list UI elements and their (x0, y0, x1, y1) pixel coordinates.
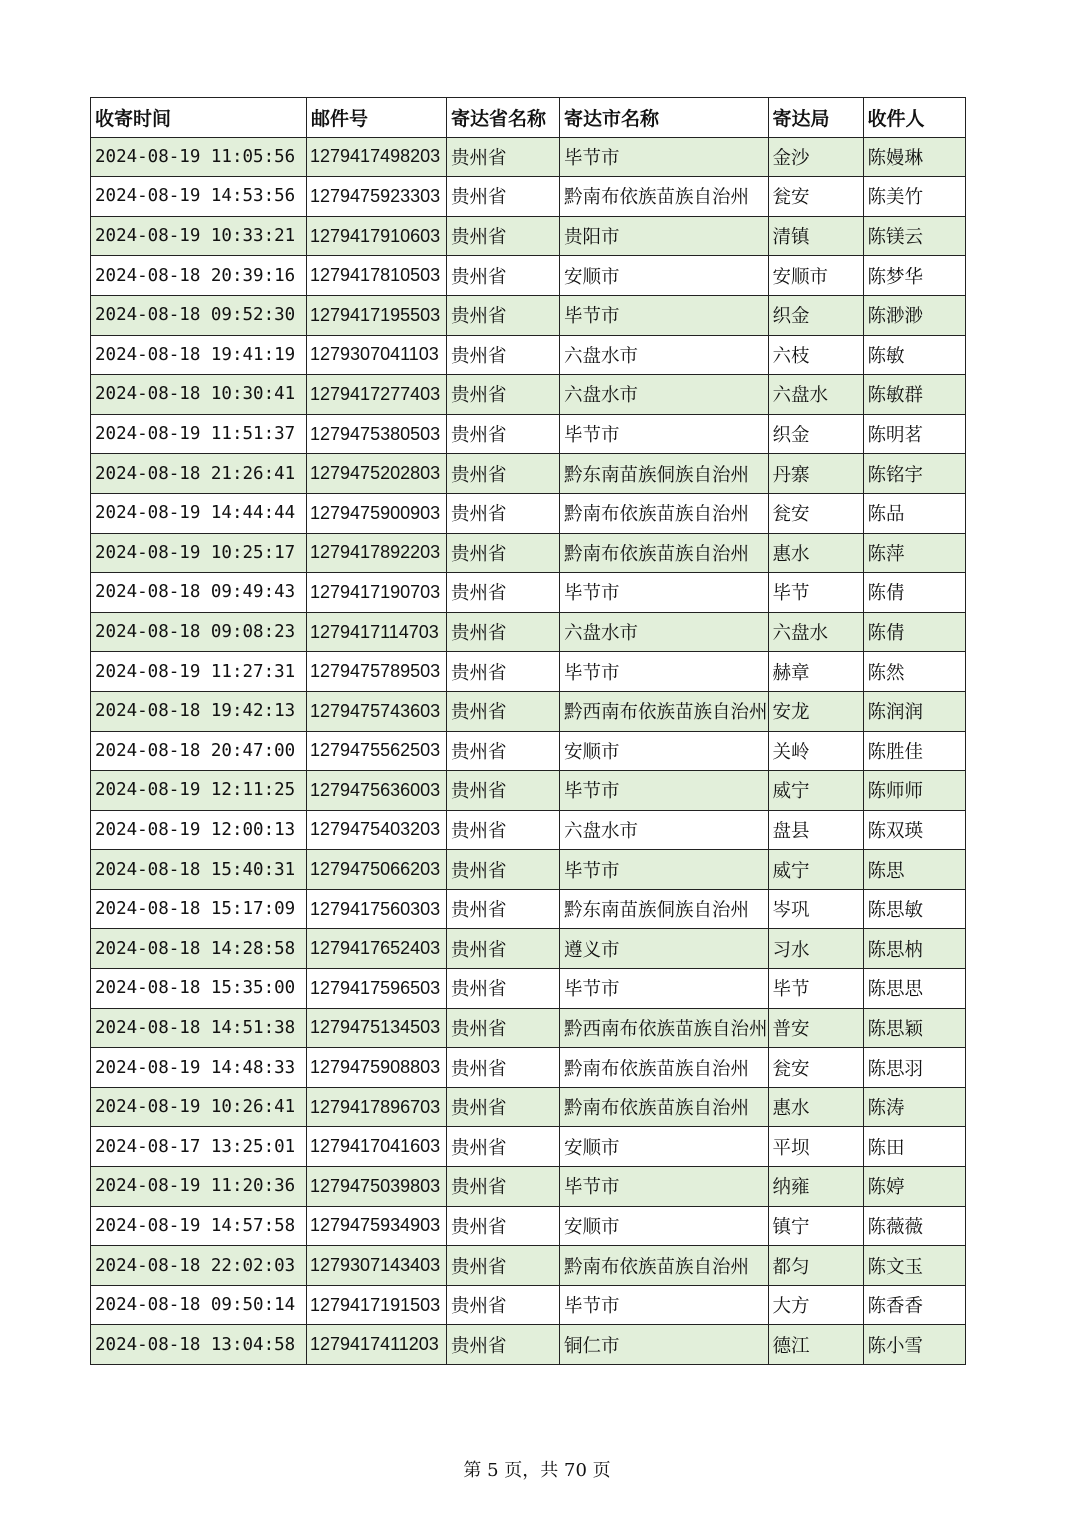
city-cell: 黔东南苗族侗族自治州 (560, 454, 769, 494)
post-office-cell: 金沙 (768, 137, 863, 177)
post-office-cell: 安龙 (768, 691, 863, 731)
table-row (91, 889, 966, 929)
header-send-time: 收寄时间 (91, 98, 307, 138)
province-cell: 贵州省 (447, 771, 560, 811)
send-time-cell: 2024-08-17 13:25:01 (91, 1127, 307, 1167)
post-office-cell: 平坝 (768, 1127, 863, 1167)
table-row (91, 771, 966, 811)
mail-number-cell: 1279475403203 (307, 810, 447, 850)
send-time-cell: 2024-08-19 10:25:17 (91, 533, 307, 573)
province-cell: 贵州省 (447, 414, 560, 454)
table-row (91, 1127, 966, 1167)
post-office-cell: 赫章 (768, 652, 863, 692)
table-row (91, 1087, 966, 1127)
send-time-cell: 2024-08-18 09:50:14 (91, 1285, 307, 1325)
page-footer: 第 5 页，共 70 页 (463, 1460, 611, 1481)
province-cell: 贵州省 (447, 1285, 560, 1325)
send-time-cell: 2024-08-18 09:52:30 (91, 295, 307, 335)
post-office-cell: 惠水 (768, 533, 863, 573)
province-cell: 贵州省 (447, 1325, 560, 1365)
send-time-cell: 2024-08-19 11:20:36 (91, 1167, 307, 1207)
send-time-cell: 2024-08-18 20:47:00 (91, 731, 307, 771)
recipient-cell: 陈思敏 (863, 889, 965, 929)
mail-number-cell: 1279475202803 (307, 454, 447, 494)
post-office-cell: 六枝 (768, 335, 863, 375)
province-cell: 贵州省 (447, 1008, 560, 1048)
post-office-cell: 瓮安 (768, 177, 863, 217)
post-office-cell: 威宁 (768, 771, 863, 811)
send-time-cell: 2024-08-18 22:02:03 (91, 1246, 307, 1286)
send-time-cell: 2024-08-18 20:39:16 (91, 256, 307, 296)
province-cell: 贵州省 (447, 810, 560, 850)
province-cell: 贵州省 (447, 612, 560, 652)
post-office-cell: 纳雍 (768, 1167, 863, 1207)
header-province: 寄达省名称 (447, 98, 560, 138)
post-office-cell: 清镇 (768, 216, 863, 256)
recipient-cell: 陈品 (863, 493, 965, 533)
post-office-cell: 六盘水 (768, 612, 863, 652)
province-cell: 贵州省 (447, 375, 560, 415)
header-post-office: 寄达局 (768, 98, 863, 138)
province-cell: 贵州省 (447, 493, 560, 533)
mail-number-cell: 1279417195503 (307, 295, 447, 335)
recipient-cell: 陈敏群 (863, 375, 965, 415)
province-cell: 贵州省 (447, 177, 560, 217)
mail-number-cell: 1279417498203 (307, 137, 447, 177)
recipient-cell: 陈小雪 (863, 1325, 965, 1365)
province-cell: 贵州省 (447, 454, 560, 494)
city-cell: 黔南布依族苗族自治州 (560, 1246, 769, 1286)
table-row (91, 969, 966, 1009)
mail-number-cell: 1279475066203 (307, 850, 447, 890)
province-cell: 贵州省 (447, 533, 560, 573)
recipient-cell: 陈师师 (863, 771, 965, 811)
post-office-cell: 习水 (768, 929, 863, 969)
province-cell: 贵州省 (447, 850, 560, 890)
send-time-cell: 2024-08-19 14:53:56 (91, 177, 307, 217)
post-office-cell: 镇宁 (768, 1206, 863, 1246)
table-row (91, 177, 966, 217)
post-office-cell: 织金 (768, 295, 863, 335)
city-cell: 黔南布依族苗族自治州 (560, 1048, 769, 1088)
table-row (91, 533, 966, 573)
city-cell: 贵阳市 (560, 216, 769, 256)
recipient-cell: 陈萍 (863, 533, 965, 573)
header-recipient: 收件人 (863, 98, 965, 138)
mail-number-cell: 1279417596503 (307, 969, 447, 1009)
send-time-cell: 2024-08-19 10:26:41 (91, 1087, 307, 1127)
send-time-cell: 2024-08-19 14:57:58 (91, 1206, 307, 1246)
send-time-cell: 2024-08-18 19:41:19 (91, 335, 307, 375)
city-cell: 六盘水市 (560, 335, 769, 375)
mail-number-cell: 1279417411203 (307, 1325, 447, 1365)
recipient-cell: 陈文玉 (863, 1246, 965, 1286)
send-time-cell: 2024-08-18 15:40:31 (91, 850, 307, 890)
city-cell: 毕节市 (560, 295, 769, 335)
city-cell: 安顺市 (560, 1206, 769, 1246)
send-time-cell: 2024-08-19 11:51:37 (91, 414, 307, 454)
header-mail-number: 邮件号 (307, 98, 447, 138)
city-cell: 毕节市 (560, 969, 769, 1009)
table-row (91, 1008, 966, 1048)
province-cell: 贵州省 (447, 929, 560, 969)
city-cell: 黔南布依族苗族自治州 (560, 493, 769, 533)
city-cell: 毕节市 (560, 1285, 769, 1325)
city-cell: 黔南布依族苗族自治州 (560, 1087, 769, 1127)
city-cell: 黔南布依族苗族自治州 (560, 533, 769, 573)
post-office-cell: 安顺市 (768, 256, 863, 296)
recipient-cell: 陈田 (863, 1127, 965, 1167)
table-row (91, 652, 966, 692)
table-row (91, 1285, 966, 1325)
send-time-cell: 2024-08-19 12:00:13 (91, 810, 307, 850)
send-time-cell: 2024-08-19 11:27:31 (91, 652, 307, 692)
province-cell: 贵州省 (447, 137, 560, 177)
table-row (91, 493, 966, 533)
recipient-cell: 陈敏 (863, 335, 965, 375)
city-cell: 黔西南布依族苗族自治州 (560, 691, 769, 731)
post-office-cell: 岑巩 (768, 889, 863, 929)
mail-number-cell: 1279417190703 (307, 573, 447, 613)
recipient-cell: 陈涛 (863, 1087, 965, 1127)
province-cell: 贵州省 (447, 1048, 560, 1088)
post-office-cell: 毕节 (768, 969, 863, 1009)
table-row (91, 1167, 966, 1207)
recipient-cell: 陈润润 (863, 691, 965, 731)
mail-number-cell: 1279307041103 (307, 335, 447, 375)
province-cell: 贵州省 (447, 731, 560, 771)
table-row (91, 295, 966, 335)
province-cell: 贵州省 (447, 889, 560, 929)
mail-number-cell: 1279475380503 (307, 414, 447, 454)
recipient-cell: 陈倩 (863, 612, 965, 652)
post-office-cell: 六盘水 (768, 375, 863, 415)
province-cell: 贵州省 (447, 256, 560, 296)
recipient-cell: 陈薇薇 (863, 1206, 965, 1246)
table-row (91, 375, 966, 415)
recipient-cell: 陈思思 (863, 969, 965, 1009)
city-cell: 毕节市 (560, 652, 769, 692)
mail-number-cell: 1279475134503 (307, 1008, 447, 1048)
send-time-cell: 2024-08-18 09:49:43 (91, 573, 307, 613)
mail-number-cell: 1279475039803 (307, 1167, 447, 1207)
city-cell: 毕节市 (560, 771, 769, 811)
send-time-cell: 2024-08-19 11:05:56 (91, 137, 307, 177)
mail-number-cell: 1279475900903 (307, 493, 447, 533)
table-row (91, 850, 966, 890)
table-header-row (91, 98, 966, 138)
table-row (91, 691, 966, 731)
recipient-cell: 陈镁云 (863, 216, 965, 256)
post-office-cell: 瓮安 (768, 1048, 863, 1088)
mail-number-cell: 1279307143403 (307, 1246, 447, 1286)
send-time-cell: 2024-08-19 14:44:44 (91, 493, 307, 533)
province-cell: 贵州省 (447, 1167, 560, 1207)
province-cell: 贵州省 (447, 1127, 560, 1167)
city-cell: 安顺市 (560, 256, 769, 296)
province-cell: 贵州省 (447, 1087, 560, 1127)
table-row (91, 612, 966, 652)
mail-number-cell: 1279417652403 (307, 929, 447, 969)
province-cell: 贵州省 (447, 573, 560, 613)
recipient-cell: 陈嫚琳 (863, 137, 965, 177)
city-cell: 毕节市 (560, 1167, 769, 1207)
table-row (91, 335, 966, 375)
province-cell: 贵州省 (447, 691, 560, 731)
table-row (91, 414, 966, 454)
province-cell: 贵州省 (447, 295, 560, 335)
recipient-cell: 陈双瑛 (863, 810, 965, 850)
send-time-cell: 2024-08-18 21:26:41 (91, 454, 307, 494)
city-cell: 六盘水市 (560, 612, 769, 652)
post-office-cell: 毕节 (768, 573, 863, 613)
mail-number-cell: 1279417896703 (307, 1087, 447, 1127)
recipient-cell: 陈明茗 (863, 414, 965, 454)
send-time-cell: 2024-08-18 14:28:58 (91, 929, 307, 969)
city-cell: 黔东南苗族侗族自治州 (560, 889, 769, 929)
mail-number-cell: 1279417114703 (307, 612, 447, 652)
city-cell: 黔南布依族苗族自治州 (560, 177, 769, 217)
post-office-cell: 威宁 (768, 850, 863, 890)
recipient-cell: 陈思羽 (863, 1048, 965, 1088)
city-cell: 安顺市 (560, 731, 769, 771)
post-office-cell: 普安 (768, 1008, 863, 1048)
send-time-cell: 2024-08-18 19:42:13 (91, 691, 307, 731)
table-row (91, 454, 966, 494)
post-office-cell: 大方 (768, 1285, 863, 1325)
mail-number-cell: 1279417041603 (307, 1127, 447, 1167)
city-cell: 毕节市 (560, 414, 769, 454)
table-row (91, 1206, 966, 1246)
province-cell: 贵州省 (447, 1246, 560, 1286)
city-cell: 毕节市 (560, 850, 769, 890)
city-cell: 六盘水市 (560, 375, 769, 415)
city-cell: 六盘水市 (560, 810, 769, 850)
recipient-cell: 陈美竹 (863, 177, 965, 217)
mail-number-cell: 1279475923303 (307, 177, 447, 217)
mail-number-cell: 1279417560303 (307, 889, 447, 929)
send-time-cell: 2024-08-19 10:33:21 (91, 216, 307, 256)
send-time-cell: 2024-08-18 14:51:38 (91, 1008, 307, 1048)
province-cell: 贵州省 (447, 335, 560, 375)
post-office-cell: 盘县 (768, 810, 863, 850)
recipient-cell: 陈倩 (863, 573, 965, 613)
mail-number-cell: 1279417810503 (307, 256, 447, 296)
send-time-cell: 2024-08-18 13:04:58 (91, 1325, 307, 1365)
mail-number-cell: 1279475562503 (307, 731, 447, 771)
send-time-cell: 2024-08-19 12:11:25 (91, 771, 307, 811)
recipient-cell: 陈渺渺 (863, 295, 965, 335)
post-office-cell: 德江 (768, 1325, 863, 1365)
send-time-cell: 2024-08-18 10:30:41 (91, 375, 307, 415)
mail-number-cell: 1279475636003 (307, 771, 447, 811)
table-row (91, 929, 966, 969)
table-row (91, 1246, 966, 1286)
table-row (91, 573, 966, 613)
recipient-cell: 陈胜佳 (863, 731, 965, 771)
table-row (91, 1048, 966, 1088)
table-row (91, 137, 966, 177)
city-cell: 毕节市 (560, 573, 769, 613)
city-cell: 遵义市 (560, 929, 769, 969)
mail-number-cell: 1279417892203 (307, 533, 447, 573)
send-time-cell: 2024-08-18 15:35:00 (91, 969, 307, 1009)
post-office-cell: 瓮安 (768, 493, 863, 533)
city-cell: 安顺市 (560, 1127, 769, 1167)
recipient-cell: 陈思 (863, 850, 965, 890)
province-cell: 贵州省 (447, 216, 560, 256)
table-row (91, 256, 966, 296)
province-cell: 贵州省 (447, 969, 560, 1009)
mail-number-cell: 1279475743603 (307, 691, 447, 731)
send-time-cell: 2024-08-19 14:48:33 (91, 1048, 307, 1088)
province-cell: 贵州省 (447, 652, 560, 692)
post-office-cell: 织金 (768, 414, 863, 454)
mail-number-cell: 1279475789503 (307, 652, 447, 692)
city-cell: 黔西南布依族苗族自治州 (560, 1008, 769, 1048)
province-cell: 贵州省 (447, 1206, 560, 1246)
city-cell: 铜仁市 (560, 1325, 769, 1365)
table-row (91, 216, 966, 256)
post-office-cell: 丹寨 (768, 454, 863, 494)
mail-number-cell: 1279417910603 (307, 216, 447, 256)
table-row (91, 731, 966, 771)
recipient-cell: 陈婷 (863, 1167, 965, 1207)
mail-records-table (90, 97, 966, 1365)
post-office-cell: 都匀 (768, 1246, 863, 1286)
post-office-cell: 惠水 (768, 1087, 863, 1127)
recipient-cell: 陈梦华 (863, 256, 965, 296)
recipient-cell: 陈思枘 (863, 929, 965, 969)
recipient-cell: 陈思颖 (863, 1008, 965, 1048)
city-cell: 毕节市 (560, 137, 769, 177)
post-office-cell: 关岭 (768, 731, 863, 771)
send-time-cell: 2024-08-18 09:08:23 (91, 612, 307, 652)
mail-number-cell: 1279475934903 (307, 1206, 447, 1246)
mail-number-cell: 1279417277403 (307, 375, 447, 415)
mail-number-cell: 1279417191503 (307, 1285, 447, 1325)
recipient-cell: 陈铭宇 (863, 454, 965, 494)
recipient-cell: 陈然 (863, 652, 965, 692)
header-city: 寄达市名称 (560, 98, 769, 138)
recipient-cell: 陈香香 (863, 1285, 965, 1325)
send-time-cell: 2024-08-18 15:17:09 (91, 889, 307, 929)
table-row (91, 1325, 966, 1365)
table-row (91, 810, 966, 850)
mail-number-cell: 1279475908803 (307, 1048, 447, 1088)
